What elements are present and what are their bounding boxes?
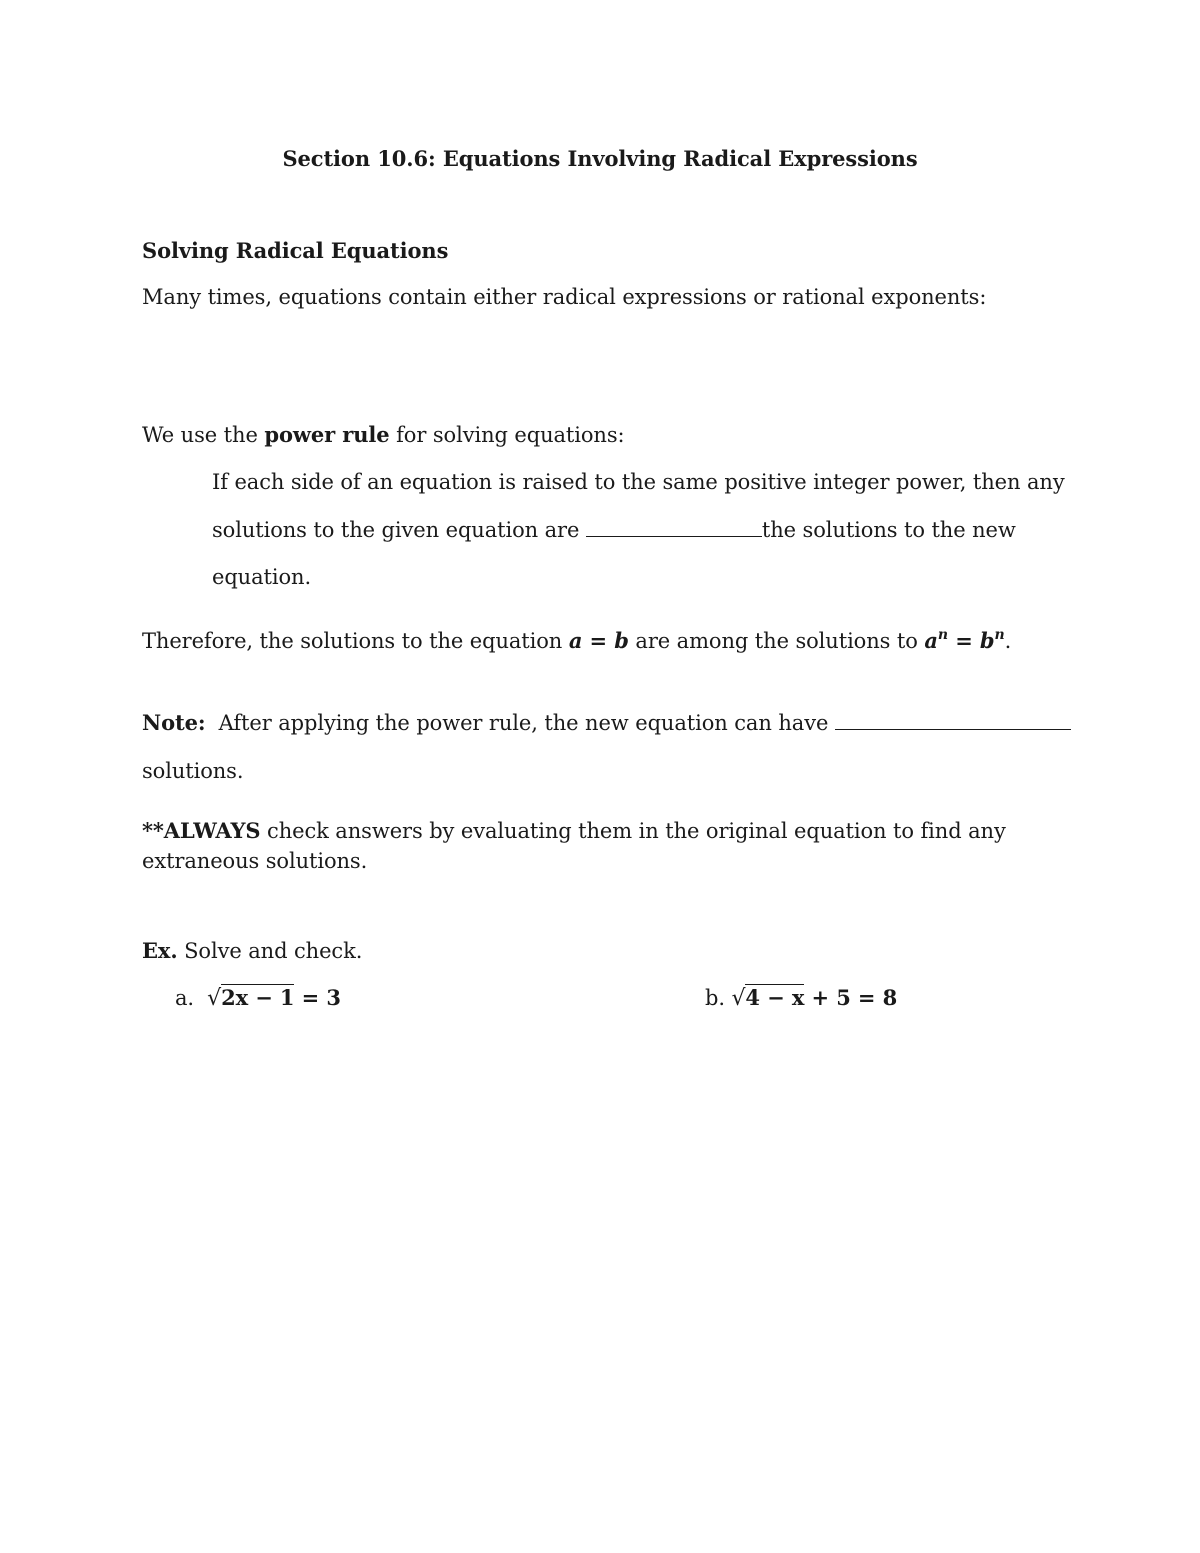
eq2-a: a [924,628,938,653]
eq2-exponent-2: n [994,627,1005,643]
therefore-middle: are among the solutions to [628,629,925,653]
intro-text: Many times, equations contain either radical expressions or rational exponents: [142,285,987,309]
therefore-end: . [1004,629,1012,653]
example-b-radical [732,984,805,1013]
power-rule-statement-line3: equation. [212,565,312,589]
note-line2: solutions. [142,759,244,783]
eq2-equals: = [947,628,980,653]
eq2-b: b [979,628,995,653]
example-a-radical [207,984,294,1013]
eq1-b: b [614,628,629,653]
example-b-label: b. [705,986,725,1010]
always-text: check answers by evaluating them in the original equation to find any [260,819,1006,843]
statement-after-blank: the solutions to the new [761,518,1016,542]
example-a-radicand: 2x − 1 [221,985,295,1010]
example-b-rest: + 5 = 8 [804,985,898,1010]
example-header [142,937,362,965]
statement-before-blank: solutions to the given equation are [212,518,586,542]
eq1-equals: = [582,628,615,653]
eq2-exponent-1: n [937,627,948,643]
fill-in-blank-2[interactable] [835,711,1071,730]
example-a-label: a. [175,986,194,1010]
power-rule-statement-line1: If each side of an equation is raised to the same positive integer power, then any [212,470,1065,494]
power-rule-term: power rule [264,422,390,447]
page-title: Section 10.6: Equations Involving Radical Expressions [282,146,918,171]
section-heading: Solving Radical Equations [142,238,449,263]
example-a [175,984,341,1013]
always-line2: extraneous solutions. [142,849,368,873]
power-rule-intro [142,421,625,449]
note-line [142,709,1071,737]
always-label: **ALWAYS [142,818,261,843]
sqrt-icon: √ [731,986,746,1011]
power-rule-statement-line2 [212,516,1016,544]
example-a-rest: = 3 [294,985,341,1010]
therefore-line [142,621,1011,655]
therefore-before: Therefore, the solutions to the equation [142,629,569,653]
always-line1 [142,817,1006,845]
note-text: After applying the power rule, the new equation can have [205,711,835,735]
note-label: Note: [142,710,206,735]
example-label: Ex. [142,938,178,963]
eq1-a: a [568,628,583,653]
power-rule-prefix: We use the [142,423,265,447]
sqrt-icon: √ [207,986,222,1011]
example-b-radicand: 4 − x [745,985,805,1010]
power-rule-suffix: for solving equations: [389,423,625,447]
fill-in-blank-1[interactable] [586,518,762,537]
example-text: Solve and check. [177,939,363,963]
example-b [705,984,897,1013]
